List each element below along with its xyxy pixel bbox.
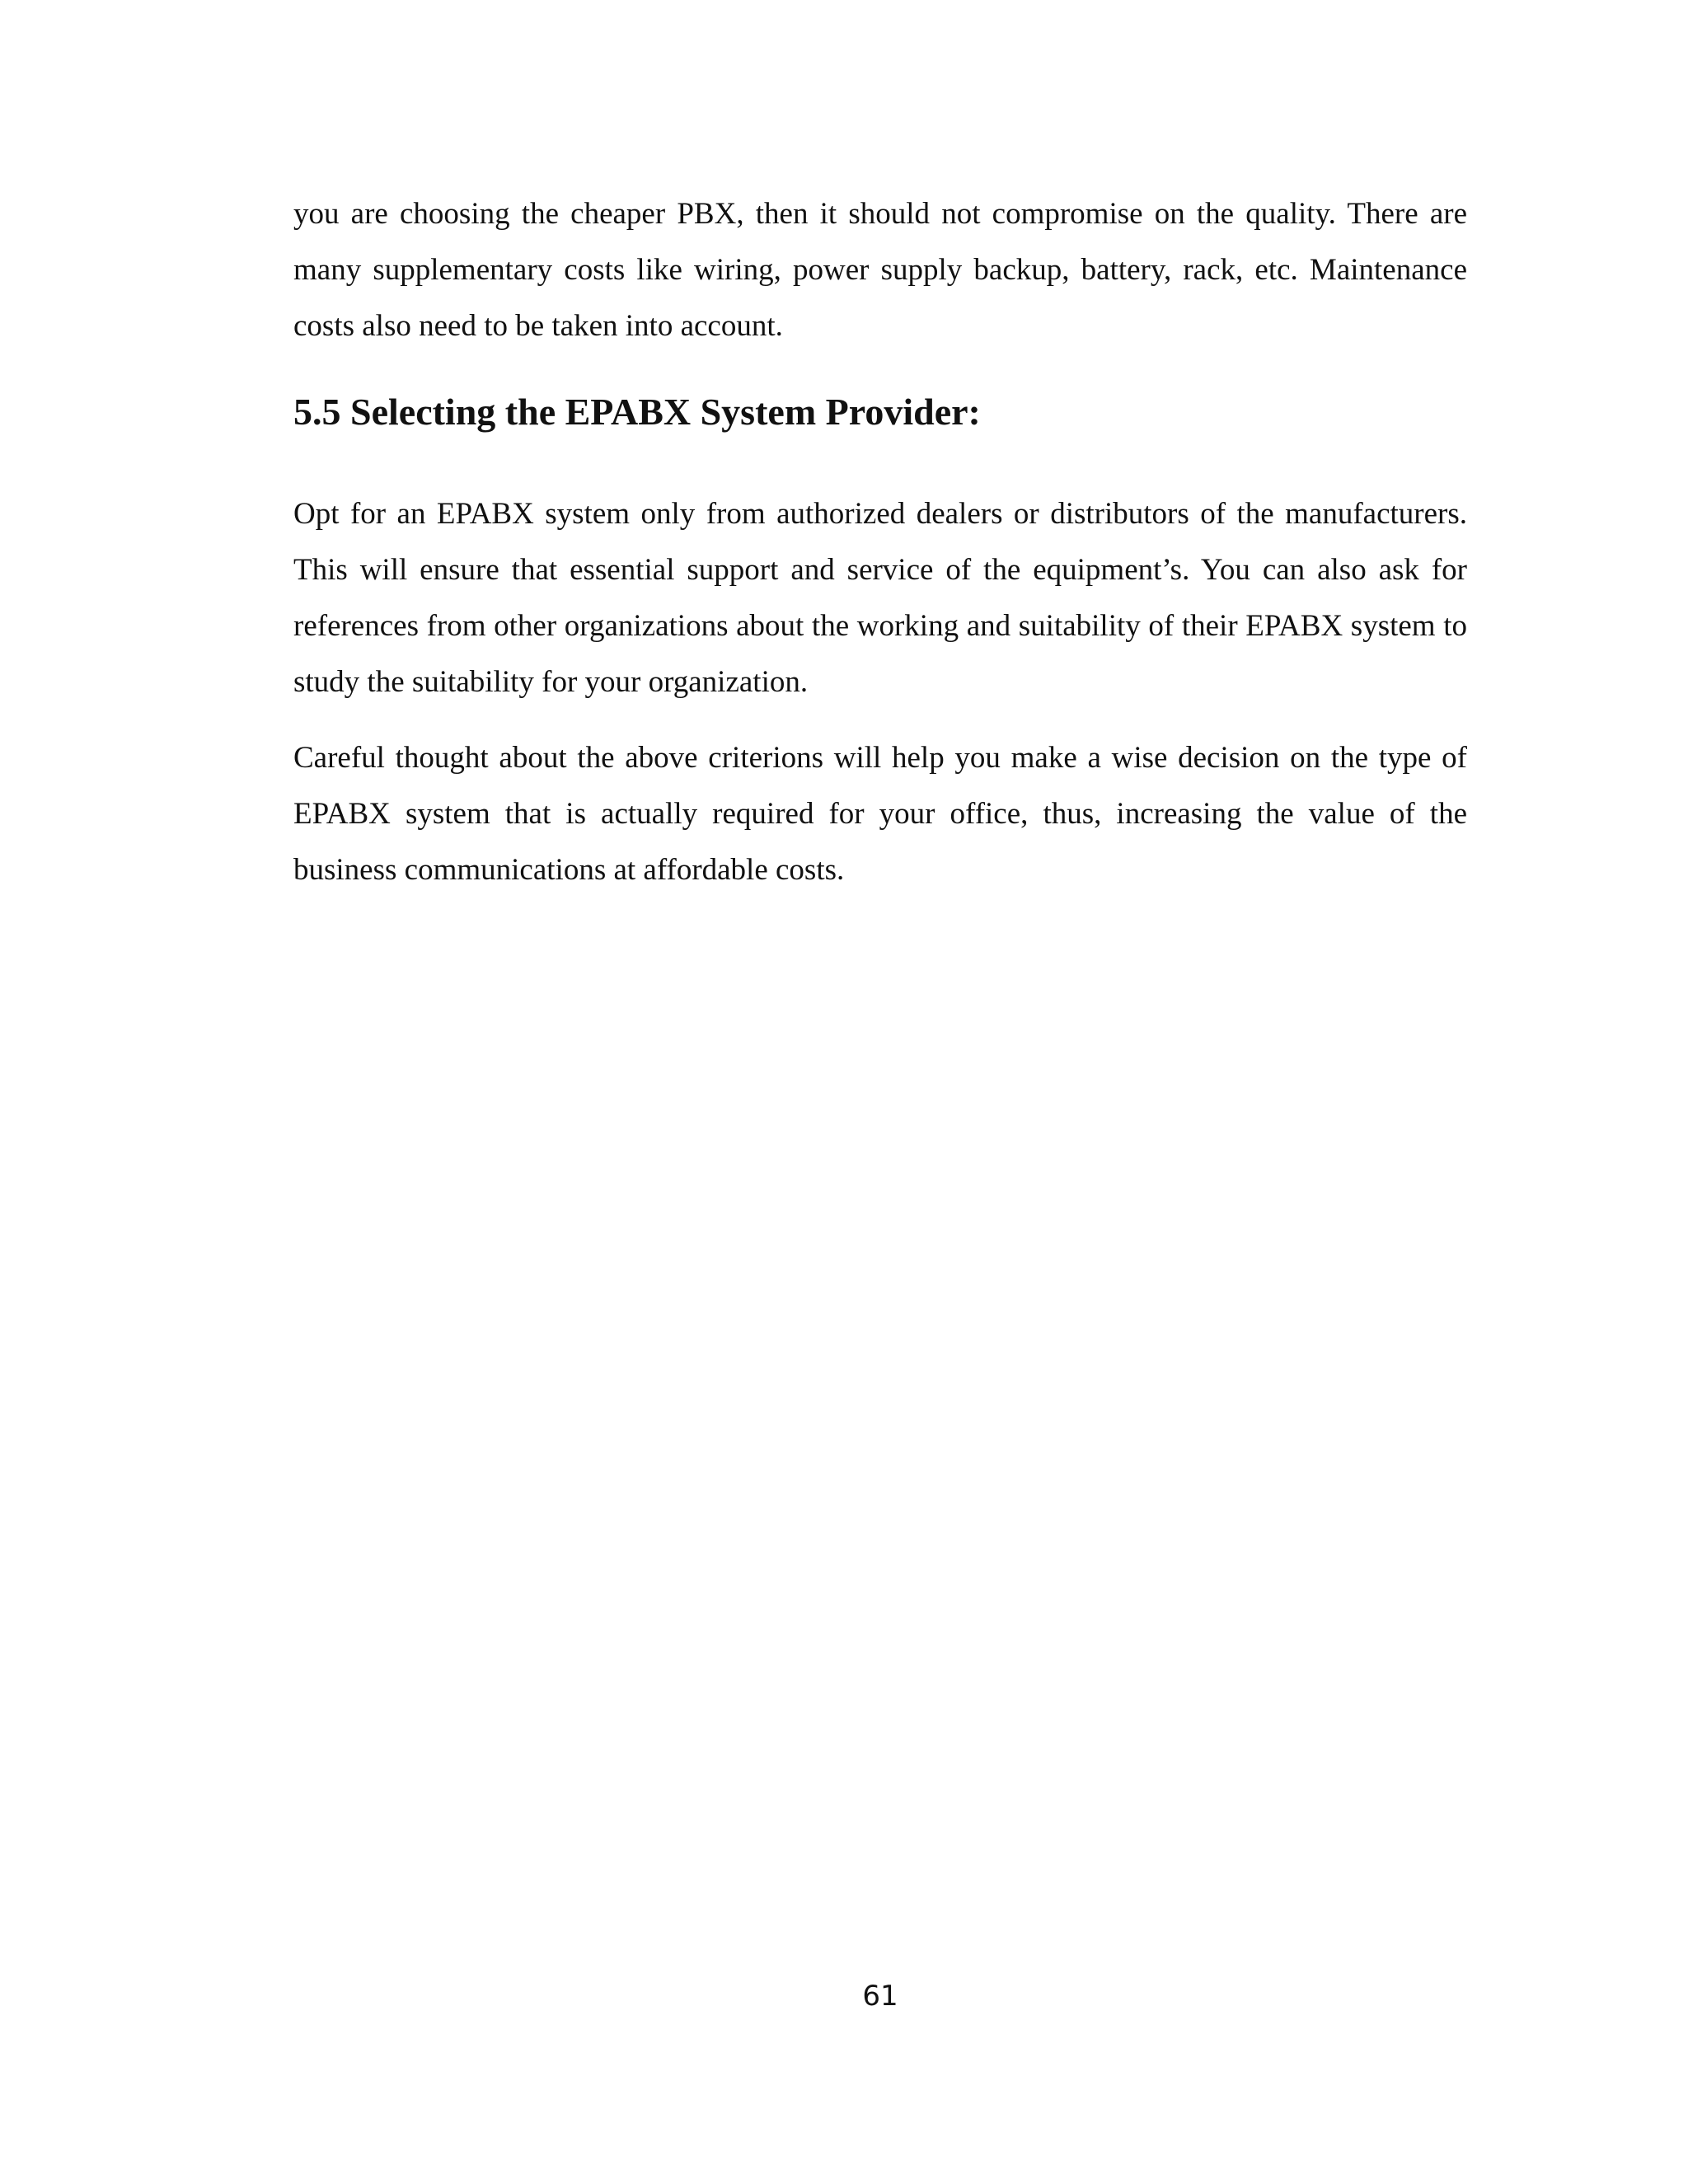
paragraph-continued: you are choosing the cheaper PBX, then it should not compromise on the quality. There are many supplementary costs like wiring, power supply backup, battery, rack, etc. Maintenance costs also need to be taken into account. [293, 197, 1467, 343]
paragraph-conclusion: Careful thought about the above criterions will help you make a wise decision on the type of EPABX system that is actually required for your office, thus, increasing the value of the business communications at affordable costs. [293, 741, 1467, 887]
page-number: 61 [862, 1980, 898, 2013]
paragraph-provider-selection: Opt for an EPABX system only from authorized dealers or distributors of the manufacturers. This will ensure that essential support and service of the equipment’s. You can also ask for references from other organizations about the working and suitability of their EPABX system to study the suitability for your organization. [293, 497, 1467, 699]
section-heading: 5.5 Selecting the EPABX System Provider: [293, 391, 981, 433]
